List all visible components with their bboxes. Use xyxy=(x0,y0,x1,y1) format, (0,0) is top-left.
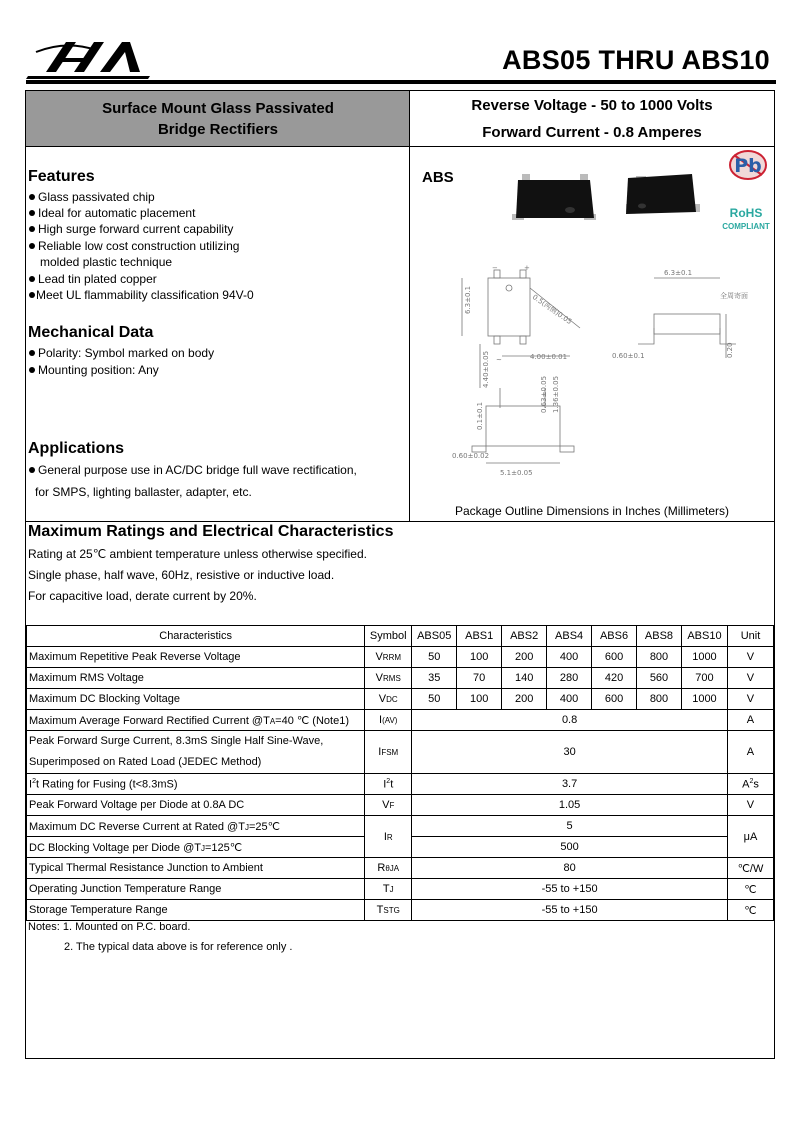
bullet-icon xyxy=(29,243,35,249)
table-row: Operating Junction Temperature Range TJ -55 to +150 ℃ xyxy=(27,879,774,900)
rohs-badge xyxy=(718,206,774,231)
mechanical-item: Polarity: Symbol marked on body xyxy=(28,345,214,361)
document-title: ABS05 THRU ABS10 xyxy=(502,45,770,75)
table-row: Peak Forward Voltage per Diode at 0.8A DC VF 1.05 V xyxy=(27,795,774,816)
bullet-icon xyxy=(29,194,35,200)
table-header: Unit xyxy=(727,626,773,647)
table-row: Typical Thermal Resistance Junction to Ambient RθJA 80 ℃/W xyxy=(27,858,774,879)
table-header-row xyxy=(27,626,774,647)
mechanical-item: Mounting position: Any xyxy=(28,362,159,378)
ac-symbol: ~ xyxy=(496,356,502,364)
table-row: Storage Temperature Range TSTG -55 to +150 ℃ xyxy=(27,900,774,921)
dim-height: 0.20 xyxy=(726,342,734,358)
feature-item: Reliable low cost construction utilizing xyxy=(28,238,239,254)
bullet-icon xyxy=(29,276,35,282)
table-header: ABS4 xyxy=(547,626,592,647)
feature-item: Glass passivated chip xyxy=(28,189,155,205)
table-header: ABS8 xyxy=(637,626,682,647)
dim-lead-length: 1.36±0.05 xyxy=(552,375,560,413)
features-title: Features xyxy=(28,168,95,185)
pb-free-icon xyxy=(724,148,772,182)
bullet-icon xyxy=(29,210,35,216)
dim-note: 全周寄面 xyxy=(720,292,748,300)
table-row: DC Blocking Voltage per Diode @TJ=125℃ 500 xyxy=(27,837,774,858)
header-divider xyxy=(26,146,774,147)
dim-chamfer: 0.5(两侧)0.05 xyxy=(530,293,574,327)
table-header: ABS05 xyxy=(412,626,457,647)
table-header: Symbol xyxy=(365,626,412,647)
product-type-box xyxy=(26,91,410,146)
table-row: Maximum Repetitive Peak Reverse Voltage VRRM 50 100 200 400 600 800 1000 V xyxy=(27,647,774,668)
title-rule xyxy=(26,80,776,84)
table-row: Maximum Average Forward Rectified Current @TA=40 ℃ (Note1) I(AV) 0.8 A xyxy=(27,710,774,731)
dim-body-length: 6.3±0.1 xyxy=(464,285,472,314)
package-caption: Package Outline Dimensions in Inches (Millimeters) xyxy=(454,504,730,518)
dim-lead-width: 0.63±0.05 xyxy=(540,375,548,413)
application-item-continued: for SMPS, lighting ballaster, adapter, etc. xyxy=(35,485,252,499)
applications-title: Applications xyxy=(28,440,125,457)
forward-current-summary: Forward Current - 0.8 Amperes xyxy=(482,124,702,141)
mechanical-title: Mechanical Data xyxy=(28,324,154,341)
polarity-minus: − xyxy=(492,264,498,272)
ratings-note: Rating at 25℃ ambient temperature unless otherwise specified. xyxy=(28,547,367,561)
application-item: General purpose use in AC/DC bridge full wave rectification, xyxy=(28,462,357,478)
table-header: ABS6 xyxy=(592,626,637,647)
bullet-icon xyxy=(29,226,35,232)
table-row: $I^2t$ Rating for Fusing (t<8.3mS) $I^2t$ 3.7 $A^2s$ xyxy=(27,774,774,795)
feature-item: Meet UL flammability classification 94V-0 xyxy=(28,287,254,303)
ratings-note: Single phase, half wave, 60Hz, resistive or inductive load. xyxy=(28,568,335,582)
table-row: Maximum DC Reverse Current at Rated @TJ=25℃ IR 5 μA xyxy=(27,816,774,837)
table-row: Peak Forward Surge Current, 8.3mS Single Half Sine-Wave, Superimposed on Rated Load (JEDEC Method) IFSM 30 A xyxy=(27,731,774,774)
table-row: Maximum RMS Voltage VRMS 35 70 140 280 420 560 700 V xyxy=(27,668,774,689)
bullet-icon xyxy=(29,350,35,356)
rohs-label: RoHS xyxy=(729,206,763,220)
product-type-line1: Surface Mount Glass Passivated xyxy=(102,99,334,117)
pb-label: Pb xyxy=(734,155,762,177)
note-1: Notes: 1. Mounted on P.C. board. xyxy=(28,921,191,933)
table-header: ABS1 xyxy=(457,626,502,647)
ratings-title: Maximum Ratings and Electrical Characteristics xyxy=(28,523,394,540)
chip-photo-angle xyxy=(622,170,704,226)
package-name: ABS xyxy=(422,169,454,186)
product-type-line2: Bridge Rectifiers xyxy=(157,120,279,138)
dim-pin-pitch: 4.40±0.05 xyxy=(482,350,490,388)
company-logo xyxy=(26,38,156,80)
table-header: ABS2 xyxy=(502,626,547,647)
feature-item-continued: molded plastic technique xyxy=(40,255,173,269)
dim-body-width: 5.1±0.05 xyxy=(500,469,533,477)
dim-pad-width: 4.00±0.01 xyxy=(530,353,568,361)
bullet-icon xyxy=(29,292,35,298)
ratings-note: For capacitive load, derate current by 20%. xyxy=(28,589,257,603)
table-row: Maximum DC Blocking Voltage VDC 50 100 200 400 600 800 1000 V xyxy=(27,689,774,710)
rohs-compliant-label: COMPLIANT xyxy=(722,222,770,231)
note-2: 2. The typical data above is for reference only . xyxy=(64,941,293,953)
column-divider xyxy=(409,91,410,522)
feature-item: Lead tin plated copper xyxy=(28,271,157,287)
characteristics-table xyxy=(26,625,774,921)
polarity-plus: + xyxy=(524,264,530,272)
bullet-icon xyxy=(29,367,35,373)
dim-overall-width: 6.3±0.1 xyxy=(664,269,693,277)
feature-item: Ideal for automatic placement xyxy=(28,205,195,221)
dim-foot-length: 0.60±0.1 xyxy=(612,352,645,360)
table-header: ABS10 xyxy=(681,626,727,647)
section-divider xyxy=(26,521,774,522)
table-header: Characteristics xyxy=(27,626,365,647)
rating-summary-box xyxy=(410,91,774,146)
feature-item: High surge forward current capability xyxy=(28,221,233,237)
reverse-voltage-summary: Reverse Voltage - 50 to 1000 Volts xyxy=(471,97,713,114)
dim-lead-thickness: 0.60±0.02 xyxy=(452,452,490,460)
bullet-icon xyxy=(29,467,35,473)
dim-standoff: 0.1±0.1 xyxy=(476,401,484,430)
chip-photo-front xyxy=(510,170,600,228)
package-outline-drawing xyxy=(440,258,770,488)
